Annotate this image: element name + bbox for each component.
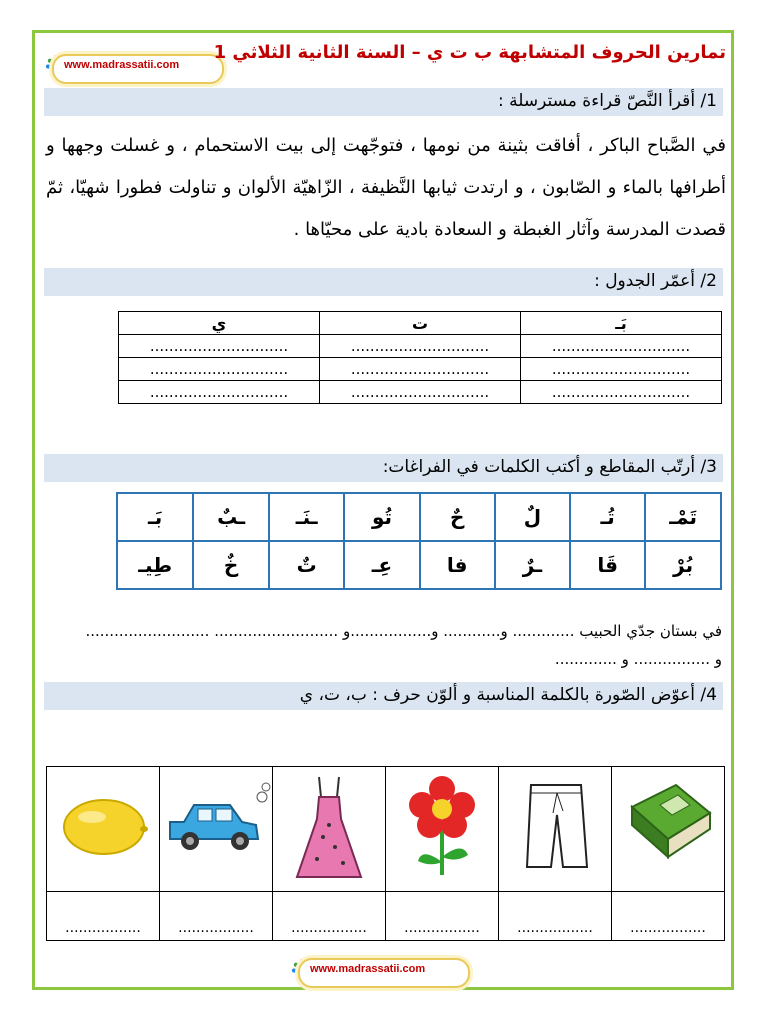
table-row [119, 381, 722, 404]
table-cell-blank[interactable]: ............................. [320, 335, 521, 358]
syllable-cell: طِيـ [117, 541, 193, 589]
table-header: ي [119, 312, 320, 335]
section3-heading: 3/ أرتّب المقاطع و أكتب الكلمات في الفراغات: [382, 457, 717, 477]
answer-blank[interactable]: ................. [612, 892, 725, 941]
table-header: بَـ [521, 312, 722, 335]
letters-table [118, 311, 722, 404]
section1-heading-band [44, 88, 723, 116]
table-row [119, 335, 722, 358]
footer-logo-url: www.madrassatii.com [310, 963, 426, 975]
answer-blank[interactable]: ................. [47, 892, 160, 941]
table-cell-blank[interactable]: ............................. [320, 358, 521, 381]
syllables-row [117, 493, 721, 541]
table-cell-blank[interactable]: ............................. [521, 381, 722, 404]
reading-paragraph: في الصَّباح الباكر ، أفاقت بثينة من نومها ، فتوجّهت إلى بيت الاستحمام ، و غسلت وجهها و أطرافها بالماء و الصّابون ، و ارتدت ثيابها النَّظيفة ، الزّاهيّة الألوان و تناولت فطورا شهيّا، ثمّ قصدت المدرسة وآثار الغبطة و السعادة بادية على محيّاها . [46, 135, 726, 240]
answer-blank[interactable]: ................. [273, 892, 386, 941]
syllable-cell: فا [420, 541, 495, 589]
answer-blank[interactable]: ................. [499, 892, 612, 941]
trousers-image [499, 767, 612, 892]
table-cell-blank[interactable]: ............................. [521, 335, 722, 358]
section4-heading: 4/ أعوّض الصّورة بالكلمة المناسبة و ألوّن حرف : ب، ت، ي [299, 685, 717, 705]
logo-url: www.madrassatii.com [64, 59, 180, 71]
section2-heading: 2/ أعمّر الجدول : [594, 271, 717, 291]
syllable-cell: تٌ [269, 541, 344, 589]
fill-line-blanks[interactable]: ............. و............ و.................و .......................... .......................... [85, 622, 575, 640]
page-title: تمارين الحروف المتشابهة ب ت ي – السنة الثانية الثلاثي 1 [213, 42, 726, 63]
fill-line-1 [85, 622, 722, 640]
table-cell-blank[interactable]: ............................. [119, 358, 320, 381]
section2-heading-band [44, 268, 723, 296]
syllable-cell: ـنَـ [269, 493, 344, 541]
table-cell-blank[interactable]: ............................. [521, 358, 722, 381]
answer-blank[interactable]: ................. [386, 892, 499, 941]
section4-heading-band [44, 682, 723, 710]
syllable-cell: تَمْـ [645, 493, 721, 541]
table-cell-blank[interactable]: ............................. [119, 335, 320, 358]
syllable-cell: ـبٌ [193, 493, 269, 541]
syllable-cell: قَا [570, 541, 645, 589]
syllable-cell: عِـ [344, 541, 419, 589]
answer-blank[interactable]: ................. [160, 892, 273, 941]
syllable-cell: بُرْ [645, 541, 721, 589]
lemon-image [47, 767, 160, 892]
table-cell-blank[interactable]: ............................. [320, 381, 521, 404]
syllable-cell: بَـ [117, 493, 193, 541]
section3-heading-band [44, 454, 723, 482]
syllable-cell: تُـ [570, 493, 645, 541]
book-image [612, 767, 725, 892]
fill-line-text: في بستان جدّي الحبيب [579, 622, 722, 640]
syllable-cell: ـرٌ [495, 541, 570, 589]
syllable-cell: تُو [344, 493, 419, 541]
table-header: ت [320, 312, 521, 335]
pictures-table [46, 766, 725, 941]
dress-image [273, 767, 386, 892]
syllables-row [117, 541, 721, 589]
footer-logo [290, 950, 475, 990]
fill-line-2[interactable]: و ................ و ............. [554, 650, 722, 668]
flower-image [386, 767, 499, 892]
car-image [160, 767, 273, 892]
syllable-cell: حٌ [420, 493, 495, 541]
section1-heading: 1/ أقرأ النَّصّ قراءة مسترسلة : [497, 91, 717, 111]
syllables-table [116, 492, 722, 590]
table-row [119, 358, 722, 381]
syllable-cell: لٌ [495, 493, 570, 541]
table-cell-blank[interactable]: ............................. [119, 381, 320, 404]
syllable-cell: خٌ [193, 541, 269, 589]
